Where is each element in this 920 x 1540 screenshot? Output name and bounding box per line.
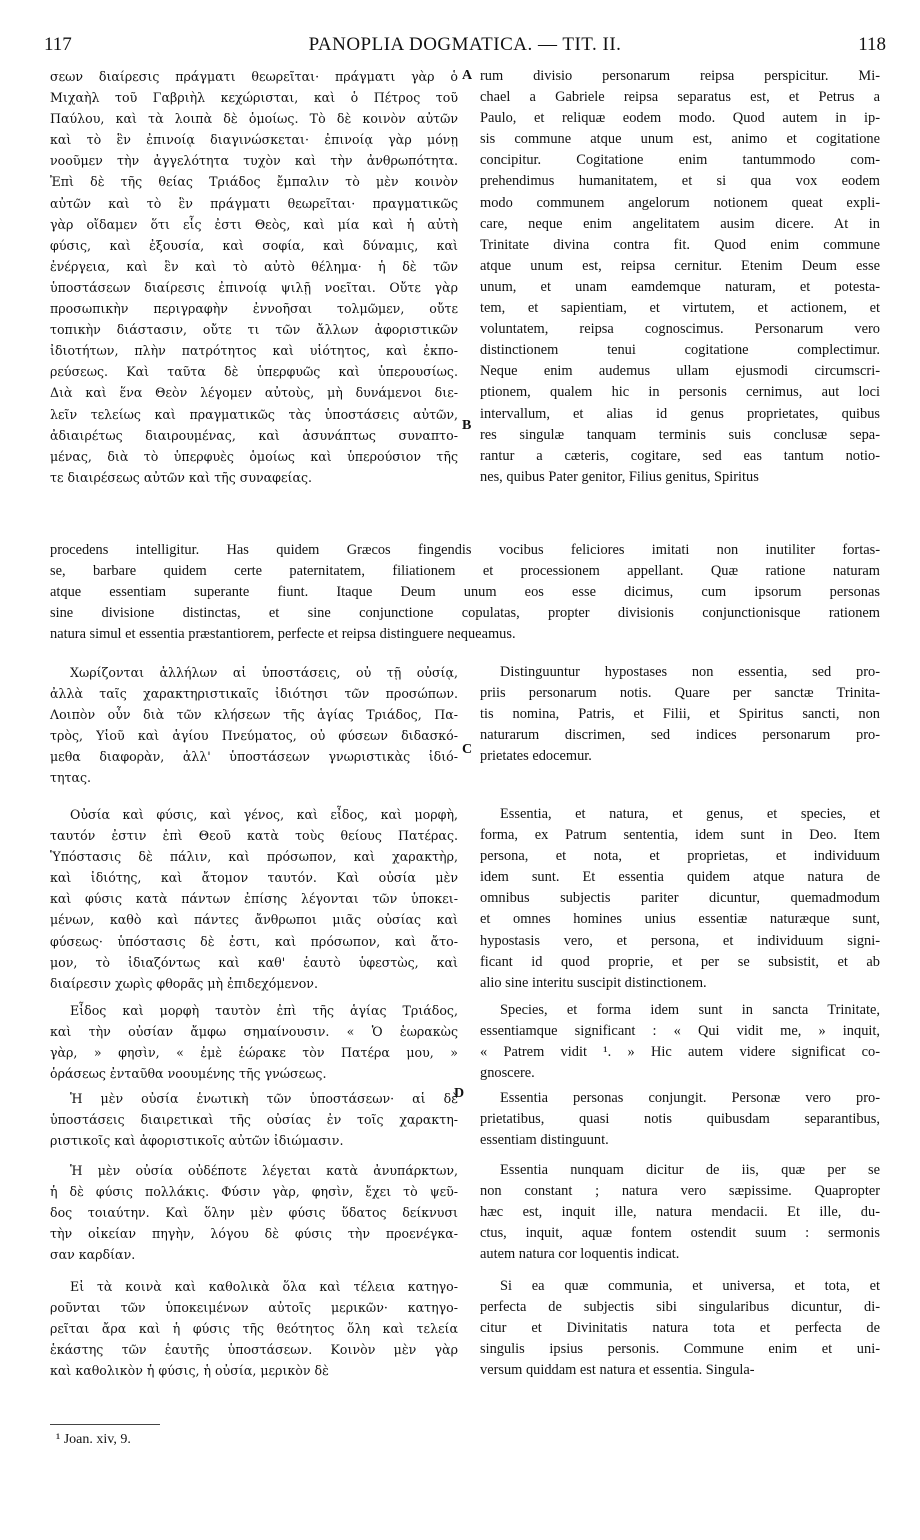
text-line: καὶ τὴν οὐσίαν ἄμφω σημαίνουσιν. « Ὁ ἑωρακὼς	[50, 1024, 458, 1040]
text-line: ἀλλὰ ταῖς χαρακτηριστικαῖς ἰδιότησι τῶν προσώπων.	[50, 686, 458, 702]
text-line: Ὑπόστασις δὲ πάλιν, καὶ πρόσωπον, καὶ χαρακτὴρ,	[50, 849, 458, 865]
text-line: λεῖν τελείως καὶ πραγματικῶς τὰς ὑποστάσεις αὐτῶν,	[50, 406, 458, 422]
margin-marker-a: A	[462, 68, 473, 83]
text-line: alio sine interitu suscipit distinctionem.	[480, 974, 707, 991]
text-line: procedens intelligitur. Has quidem Græcos fingendis vocibus feliciores imitati non inutiliter fortas-	[50, 542, 880, 558]
text-line: Ἐπὶ δὲ τῆς θείας Τριάδος ἔμπαλιν τὸ μὲν κοινὸν	[50, 174, 458, 190]
text-line: προσωπικὴν περιγραφὴν ἐννοῆσαι τολμῶμεν, οὔτε	[50, 301, 458, 317]
text-line: ptionem, qualem hic in personis cernimus, aut loci	[480, 384, 880, 401]
running-title: PANOPLIA DOGMATICA. — TIT. II.	[308, 34, 622, 55]
text-line: Χωρίζονται ἀλλήλων αἱ ὑποστάσεις, οὐ τῇ οὐσίᾳ,	[70, 665, 458, 680]
text-line: idem sunt. Et essentia quidem atque natura de	[480, 869, 880, 886]
text-line: Species, et forma idem sunt in sancta Trinitate,	[500, 1002, 880, 1018]
text-line: care, neque enim angelitatem ausim dicere. At in	[480, 215, 880, 232]
text-line: persona, et nota, et proprietas, et individuum	[480, 848, 880, 865]
text-line: sis commune atque unum est, animo et cogitatione	[480, 131, 880, 148]
greek-column-block-7	[50, 1276, 458, 1381]
text-line: Παύλου, καὶ τὰ λοιπὰ δὲ ὁμοίως. Τὸ δὲ κοινὸν αὐτῶν	[50, 111, 458, 127]
page-number-left: 117	[44, 34, 72, 55]
text-line: Ἡ μὲν οὐσία ἑνωτικὴ τῶν ὑποστάσεων· αἱ δὲ	[70, 1091, 458, 1106]
text-line: μένων, καθὸ καὶ πάντες ἄνθρωποι μιᾶς οὐσίας καὶ	[50, 912, 458, 928]
text-line: non constant ; natura vero sæpissime. Quapropter	[480, 1183, 880, 1200]
text-line: νοοῦμεν τὴν ἀγγελότητα τυχὸν καὶ τὴν ἀνθρωπότητα.	[50, 153, 458, 169]
greek-column-block-4	[50, 1000, 458, 1084]
footnote: ¹ Joan. xiv, 9.	[56, 1432, 131, 1447]
greek-column-block-3	[50, 804, 458, 994]
latin-column-block-5	[480, 1088, 880, 1151]
text-line: μον, τὸ ἰδιαζόντως καὶ καθ' ἑαυτὸ ὑφεστὼς, καὶ	[50, 954, 458, 970]
full-width-latin-text	[50, 540, 880, 645]
text-line: naturarum discrimen, sed indices personarum pro-	[480, 727, 880, 744]
text-line: sine divisione distinctas, et sine conjunctione copulatas, propter divisionis conjunctionisque rationem	[50, 605, 880, 622]
latin-column-block-3	[480, 804, 880, 994]
greek-column-block-1	[50, 66, 458, 488]
text-line: omnibus subjectis pariter dicuntur, quemadmodum	[480, 890, 880, 907]
text-line: διαίρεσιν χωρὶς φθορᾶς μὴ ἐπιδεχόμενον.	[50, 975, 318, 991]
text-line: ὑποστάσεις διαιρετικαὶ τῆς οὐσίας ἐν τοῖς χαρακτη-	[50, 1112, 458, 1128]
text-line: Μιχαὴλ τοῦ Γαβριὴλ κεχώρισται, καὶ ὁ Πέτρος τοῦ	[50, 90, 458, 106]
text-line: τὴν οἰκείαν πηγὴν, λόγου δὲ φύσις τὴν προενέγκα-	[50, 1226, 458, 1242]
greek-column-block-2	[50, 662, 458, 789]
text-line: τε διαιρέσεως αὐτῶν καὶ τῆς συναφείας.	[50, 469, 313, 485]
text-line: τοπικὴν διάστασιν, οὔτε τι τῶν ἄλλων ἀφοριστικῶν	[50, 322, 458, 338]
text-line: Οὐσία καὶ φύσις, καὶ γένος, καὶ εἶδος, καὶ μορφὴ,	[70, 807, 458, 822]
text-line: δος τοιαύτην. Καὶ ὅλην μὲν φύσις ὕδατος δείκνυσι	[50, 1205, 458, 1221]
text-line: Essentia personas conjungit. Personæ vero pro-	[500, 1090, 880, 1106]
text-line: prehendimus humanitatem, et si qua vox eodem	[480, 173, 880, 190]
text-line: hypostasis vero, et persona, et individuum signi-	[480, 932, 880, 949]
text-line: gnoscere.	[480, 1065, 535, 1082]
text-line: distinctionem tenui cogitatione complectimur.	[480, 342, 880, 359]
text-line: Distinguuntur hypostases non essentia, sed pro-	[500, 664, 880, 680]
text-line: τρὸς, Υἱοῦ καὶ ἁγίου Πνεύματος, οὐ φύσεων διδασκό-	[50, 728, 458, 744]
text-line: atque unum est, reipsa cernitur. Etenim Deum esse	[480, 257, 880, 274]
text-line: ἰδιοτήτων, πλὴν πατρότητος καὶ υἱότητος, καὶ ἐκπο-	[50, 343, 458, 359]
margin-marker-b: B	[462, 418, 472, 433]
text-line: ὑποστάσεων διαίρεσις ἐπινοίᾳ ψιλῇ νοεῖται. Οὔτε γὰρ	[50, 279, 458, 295]
text-line: γὰρ οἴδαμεν ὅτι εἷς ἐστι Θεὸς, καὶ μία καὶ ἡ αὐτὴ	[50, 216, 458, 232]
text-line: tis nomina, Patris, et Filii, et Spiritus sancti, non	[480, 706, 880, 723]
text-line: nes, quibus Pater genitor, Filius genitus, Spiritus	[480, 468, 759, 485]
latin-column-block-6	[480, 1160, 880, 1265]
page-header	[44, 34, 886, 62]
text-line: concipitur. Cogitatione enim tantummodo com-	[480, 152, 880, 169]
text-line: καὶ φύσις κατὰ πάντων ἐπίσης λέγονται τῶν ὑποκει-	[50, 891, 458, 907]
footnote-rule	[50, 1424, 160, 1425]
text-line: καὶ τὸ ἓν ἐπινοίᾳ διαγινώσκεται· ἐπινοίᾳ γὰρ μόνῃ	[50, 132, 458, 148]
text-line: φύσις, καὶ ἐξουσία, καὶ σοφία, καὶ δύναμις, καὶ	[50, 237, 458, 253]
text-line: αὐτῶν καὶ τὸ ἓν πράγματι θεωρεῖται· πραγματικῶς	[50, 195, 458, 211]
text-line: ἐνέργεια, καὶ ἓν καὶ τὸ αὐτὸ θέλημα· ἡ δὲ τῶν	[50, 258, 458, 274]
text-line: prietatibus, quasi notis quibusdam separantibus,	[480, 1111, 880, 1128]
text-line: et omnes homines unius essentiæ naturæque sunt,	[480, 911, 880, 928]
text-line: Si ea quæ communia, et universa, et tota, et	[500, 1278, 880, 1294]
text-line: ctus, inquit, aquæ fontem ostendit suum : sermonis	[480, 1225, 880, 1242]
text-line: ριστικοῖς καὶ ἀφοριστικοῖς αὐτῶν ἰδιώμασιν.	[50, 1133, 344, 1149]
text-line: Trinitate divina contra fit. Quod enim commune	[480, 236, 880, 253]
latin-column-block-4	[480, 1000, 880, 1084]
text-line: tem, et sapientiam, et virtutem, et actionem, et	[480, 300, 880, 317]
text-line: chael a Gabriele reipsa separatus est, et Petrus a	[480, 89, 880, 106]
text-line: σαν καρδίαν.	[50, 1247, 136, 1263]
margin-marker-c: C	[462, 742, 473, 757]
text-line: « Patrem vidit ¹. » Hic autem videre significat co-	[480, 1044, 880, 1061]
text-line: autem natura cor loquentis indicat.	[480, 1246, 680, 1263]
text-line: καὶ καθολικὸν ἡ φύσις, ἡ οὐσία, μερικὸν δὲ	[50, 1363, 329, 1379]
text-line: μένας, διὰ τὸ ὑπερφυὲς ὁμοίως καὶ ὑπερούσιον τῆς	[50, 448, 458, 464]
text-line: unum, et unam eamdemque naturam, et potesta-	[480, 278, 880, 295]
text-line: se, barbare quidem certe paternitatem, filiationem et processionem appellant. Quæ ratione naturam	[50, 563, 880, 580]
text-line: ficant id quod proprie, et per se subsistit, et ab	[480, 953, 880, 970]
text-line: rantur a cæteris, cogitare, sed eas tantum notio-	[480, 447, 880, 464]
greek-column-block-6	[50, 1160, 458, 1265]
text-line: ρεῖται ἄρα καὶ ἡ φύσις τῆς θεότητος ὅλη καὶ τελεία	[50, 1321, 458, 1337]
text-line: ἑκάστης τῶν ἑαυτῆς ὑποστάσεων. Κοινὸν μὲν γὰρ	[50, 1342, 458, 1358]
text-line: natura simul et essentia præstantiorem, perfecte et reipsa distinguere nequeamus.	[50, 626, 516, 643]
text-line: ὁράσεως ἐνταῦθα νοουμένης τῆς γνώσεως.	[50, 1066, 327, 1082]
text-line: priis personarum notis. Quare per sanctæ Trinita-	[480, 685, 880, 702]
text-line: μεθα διαφορὰν, ἀλλ' ὑποστάσεων γνωριστικὰς ἰδιό-	[50, 749, 458, 765]
greek-column-block-5	[50, 1088, 458, 1151]
text-line: forma, ex Patrum sententia, idem sunt in Deo. Item	[480, 827, 880, 844]
text-line: res singulæ tanquam terminis suis conclusæ sepa-	[480, 426, 880, 443]
text-line: modo communem angelorum notionem queat expli-	[480, 194, 880, 211]
text-line: Λοιπὸν οὖν διὰ τῶν κλήσεων τῆς ἁγίας Τριάδος, Πα-	[50, 707, 458, 723]
latin-column-block-7	[480, 1276, 880, 1381]
text-line: ρεύσεως. Καὶ ταῦτα δὲ ὑπερφυῶς καὶ ὑπερουσίως.	[50, 364, 458, 380]
text-line: versum quiddam est natura et essentia. Singula-	[480, 1362, 755, 1379]
text-line: καὶ ἰδιότης, καὶ ἄτομον ταυτόν. Καὶ οὐσία μὲν	[50, 870, 458, 886]
page-number-right: 118	[858, 34, 886, 55]
text-line: essentiamque significant : « Qui vidit me, » inquit,	[480, 1023, 880, 1040]
text-line: τητας.	[50, 770, 92, 786]
latin-column-block-2	[480, 662, 880, 767]
text-line: ἀδιαιρέτως διαιρουμένας, καὶ ἀσυνάπτως συναπτο-	[50, 427, 458, 443]
text-line: Paulo, et reliquæ eodem modo. Quod autem in ip-	[480, 110, 880, 127]
text-line: Εἰ τὰ κοινὰ καὶ καθολικὰ ὅλα καὶ τέλεια κατηγο-	[70, 1279, 458, 1294]
text-line: ἡ δὲ φύσις πολλάκις. Φύσιν γὰρ, φησὶν, ἔχει τὸ ψεῦ-	[50, 1184, 458, 1200]
latin-column-block-1	[480, 66, 880, 488]
text-line: hæc est, inquit ille, natura mendacii. Et ille, du-	[480, 1204, 880, 1221]
text-line: σεων διαίρεσις πράγματι θεωρεῖται· πράγματι γὰρ ὁ	[50, 69, 458, 84]
text-line: ταυτόν ἐστιν ἐπὶ Θεοῦ κατὰ τοὺς θείους Πατέρας.	[50, 828, 458, 844]
text-line: prietates edocemur.	[480, 748, 592, 765]
text-line: ροῦνται τῶν ὑποκειμένων αὐτοῖς μερικῶν· κατηγο-	[50, 1300, 458, 1316]
text-line: Neque enim audemus ullam ejusmodi circumscri-	[480, 363, 880, 380]
text-line: γὰρ, » φησὶν, « ἐμὲ ἑώρακε τὸν Πατέρα μου, »	[50, 1045, 458, 1061]
text-line: atque essentiam superante fiunt. Itaque Deum unum eos esse dicimus, cum ipsorum personas	[50, 584, 880, 601]
text-line: Διὰ καὶ ἕνα Θεὸν λέγομεν αὐτοὺς, μὴ δυνάμενοι διε-	[50, 385, 458, 401]
text-line: singulis ipsius personis. Commune enim et uni-	[480, 1341, 880, 1358]
text-line: Essentia, et natura, et genus, et species, et	[500, 806, 880, 822]
text-line: intervallum, et alias id genus proprietates, quibus	[480, 405, 880, 422]
text-line: Εἶδος καὶ μορφὴ ταυτὸν ἐπὶ τῆς ἁγίας Τριάδος,	[70, 1003, 458, 1018]
text-line: perfecta de subjectis sibi singularibus dicuntur, di-	[480, 1299, 880, 1316]
text-line: rum divisio personarum reipsa perspicitur. Mi-	[480, 68, 880, 84]
text-line: citur et Divinitatis natura tota et perfecta de	[480, 1320, 880, 1337]
text-line: φύσεως· ὑπόστασις δὲ ἐστι, καὶ πρόσωπον, καὶ ἄτο-	[50, 933, 458, 949]
text-line: voluntatem, reipsa cognoscimus. Personarum vero	[480, 321, 880, 338]
text-line: Essentia nunquam dicitur de iis, quæ per se	[500, 1162, 880, 1178]
text-line: Ἡ μὲν οὐσία οὐδέποτε λέγεται κατὰ ἀνυπάρκτων,	[70, 1163, 458, 1178]
text-line: essentiam distinguunt.	[480, 1132, 609, 1149]
margin-marker-d: D	[454, 1086, 465, 1101]
